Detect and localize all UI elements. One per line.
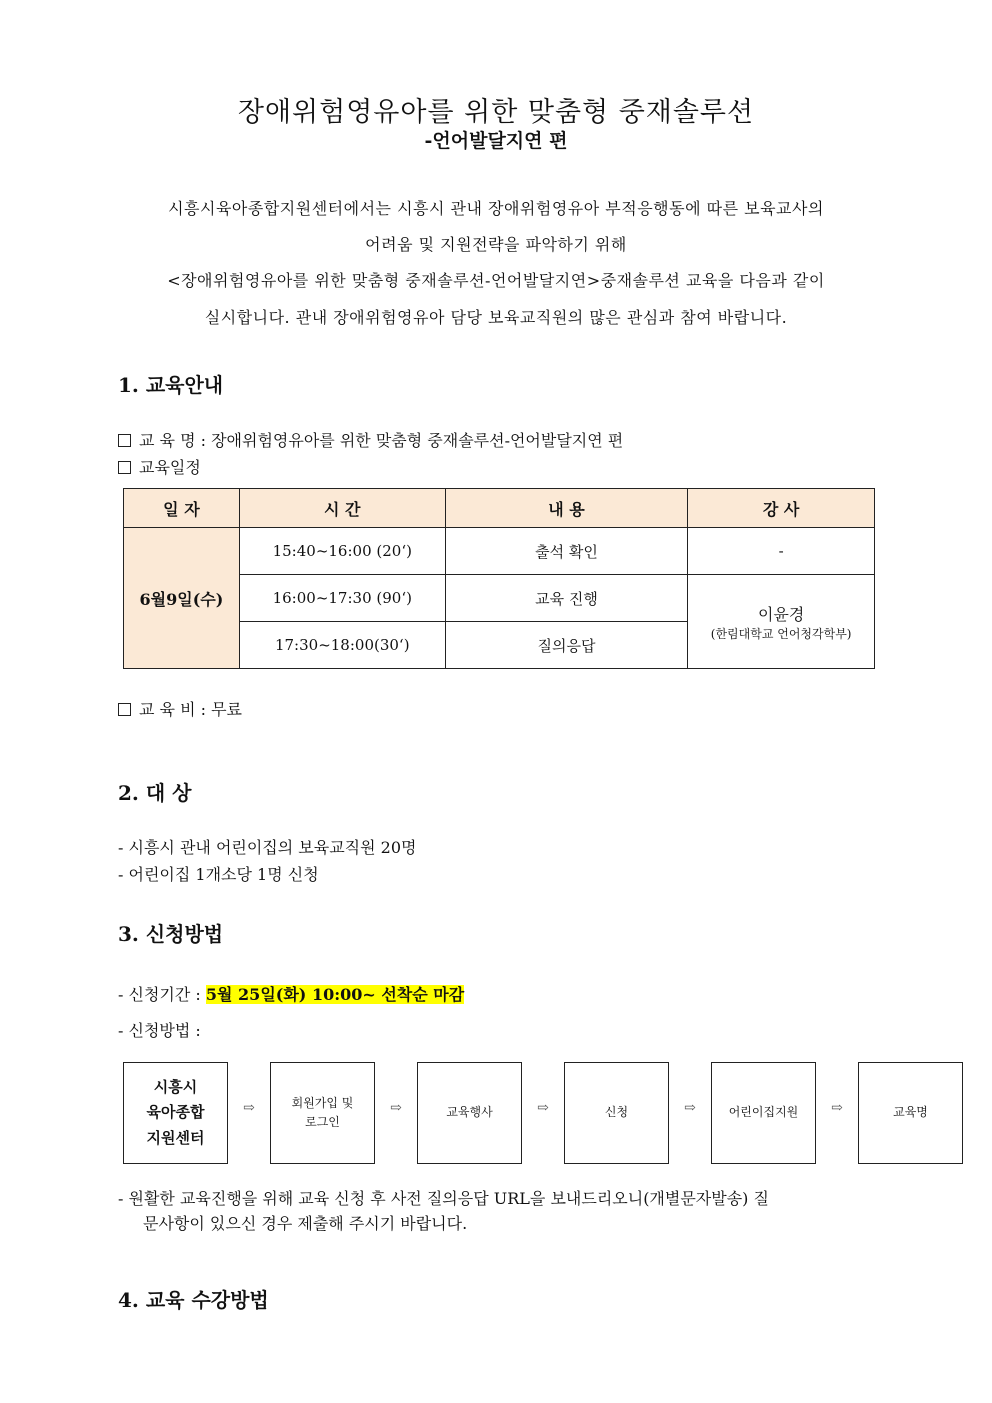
step-box-center <box>123 1062 228 1164</box>
step-text: 어린이집지원 <box>728 1105 799 1120</box>
content-cell: 교육 진행 <box>445 575 688 622</box>
edu-name-text: 교 육 명 : 장애위험영유아를 위한 맞춤형 중재솔루션-언어발달지연 편 <box>139 431 624 450</box>
schedule-label: 교육일정 <box>139 458 201 477</box>
intro-line: 실시합니다. 관내 장애위험영유아 담당 보육교직원의 많은 관심과 참여 바랍니다. <box>204 308 788 327</box>
target-item: - 시흥시 관내 어린이집의 보육교직원 20명 <box>118 838 417 857</box>
section3-heading: 3. 신청방법 <box>118 922 224 946</box>
period-label: - 신청기간 : <box>118 985 206 1004</box>
fee-text: 교 육 비 : 무료 <box>139 700 243 719</box>
content-cell: 질의응답 <box>445 622 688 669</box>
arrow-right-icon: ⇨ <box>537 1100 549 1116</box>
edu-name-line <box>118 428 623 451</box>
checkbox-icon <box>118 461 131 474</box>
step-box-course-name <box>858 1062 963 1164</box>
note-paragraph <box>118 1186 878 1236</box>
checkbox-icon <box>118 703 131 716</box>
step-text: 시흥시 <box>153 1077 198 1096</box>
step-box-events <box>417 1062 522 1164</box>
note-line: 문사항이 있으신 경우 제출해 주시기 바랍니다. <box>143 1214 468 1233</box>
target-item: - 어린이집 1개소당 1명 신청 <box>118 865 319 884</box>
note-line: - 원활한 교육진행을 위해 교육 신청 후 사전 질의응답 URL을 보내드리오니(개별문자발송) 질 <box>118 1189 769 1208</box>
document-subtitle: -언어발달지연 편 <box>424 130 568 152</box>
step-text: 교육명 <box>893 1105 928 1120</box>
step-text: 로그인 <box>305 1115 340 1129</box>
date-cell: 6월9일(수) <box>124 528 240 669</box>
table-header-row <box>124 489 875 528</box>
header-instructor: 강 사 <box>688 489 875 528</box>
document-title: 장애위험영유아를 위한 맞춤형 중재솔루션 <box>237 97 755 128</box>
section2-heading: 2. 대 상 <box>118 781 192 805</box>
section4-heading: 4. 교육 수강방법 <box>118 1288 269 1312</box>
period-line <box>118 982 464 1005</box>
arrow-right-icon: ⇨ <box>684 1100 696 1116</box>
instructor-name: 이윤경 <box>757 604 805 624</box>
instructor-cell <box>688 575 875 669</box>
schedule-line <box>118 455 201 478</box>
header-date: 일 자 <box>124 489 240 528</box>
intro-line: <장애위험영유아를 위한 맞춤형 중재솔루션-언어발달지연>중재솔루션 교육을 다음과 같이 <box>167 271 825 290</box>
time-cell: 16:00~17:30 (90‘) <box>239 575 445 622</box>
intro-line: 시흥시육아종합지원센터에서는 시흥시 관내 장애위험영유아 부적응행동에 따른 보육교사의 <box>168 199 824 218</box>
intro-line: 어려움 및 지원전략을 파악하기 위해 <box>365 235 627 254</box>
time-cell: 15:40~16:00 (20‘) <box>239 528 445 575</box>
step-text: 육아종합 <box>146 1103 205 1122</box>
checkbox-icon <box>118 434 131 447</box>
header-content: 내 용 <box>445 489 688 528</box>
step-text: 신청 <box>604 1105 629 1120</box>
arrow-right-icon: ⇨ <box>831 1100 843 1116</box>
step-box-signup <box>270 1062 375 1164</box>
step-text: 교육행사 <box>446 1105 493 1120</box>
header-time: 시 간 <box>239 489 445 528</box>
step-box-apply <box>564 1062 669 1164</box>
arrow-right-icon: ⇨ <box>243 1100 255 1116</box>
instructor-affiliation: (한림대학교 언어청각학부) <box>710 626 852 641</box>
arrow-right-icon: ⇨ <box>390 1100 402 1116</box>
section1-heading: 1. 교육안내 <box>118 373 224 397</box>
schedule-table <box>123 488 875 669</box>
fee-line <box>118 697 242 720</box>
step-box-daycare-support <box>711 1062 816 1164</box>
method-label: - 신청방법 : <box>118 1021 201 1040</box>
step-text: 회원가입 및 <box>291 1095 354 1110</box>
time-cell: 17:30~18:00(30‘) <box>239 622 445 669</box>
table-row <box>124 528 875 575</box>
step-text: 지원센터 <box>146 1128 205 1147</box>
content-cell: 출석 확인 <box>445 528 688 575</box>
period-value: 5월 25일(화) 10:00~ 선착순 마감 <box>205 985 465 1004</box>
instructor-cell: - <box>688 528 875 575</box>
